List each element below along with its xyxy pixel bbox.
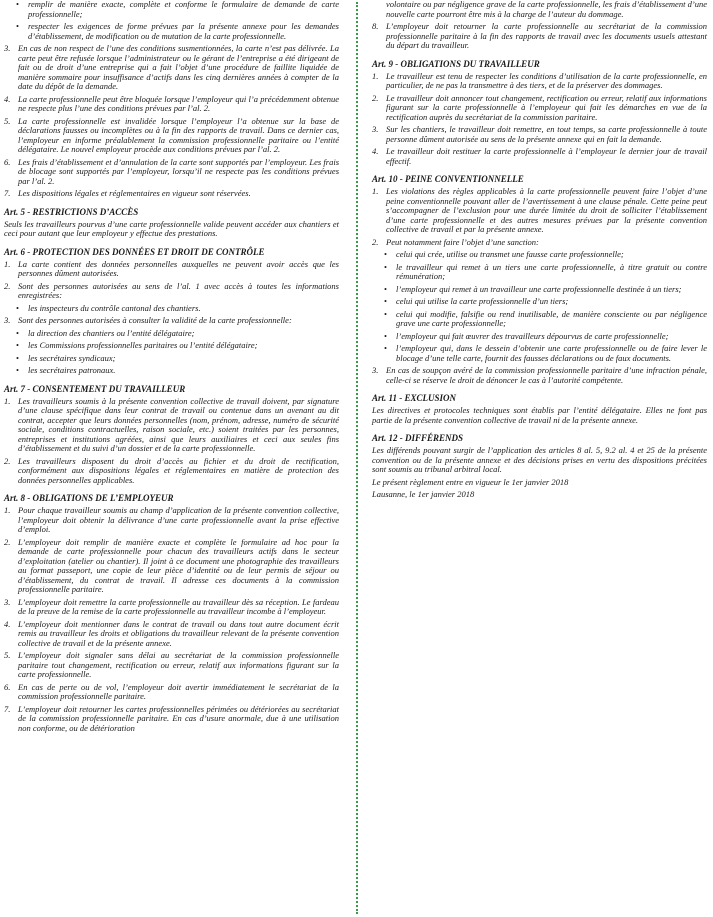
bullet-icon: • bbox=[16, 340, 19, 350]
art6-heading: Art. 6 - PROTECTION DES DONNÉES ET DROIT DE CONTRÔLE bbox=[4, 246, 265, 257]
list-item: 1. Les violations des règles applicables à la carte professionnelle peuvent faire l’objet d’une peine conventionnelle pouvant aller de l’avertissement à une clause pénale. Cette peine peut s’accompagner de l’exclusion pour une durée limitée du droit de solliciter l’établissement d’une carte professionnelle et des autres mesures prévues par la présente convention collective de travail et par la présente annexe. bbox=[372, 186, 707, 234]
art12-text: Les différends pouvant surgir de l’application des articles 8 al. 5, 9.2 al. 4 et 25 de la présente convention ou de la présente annexe et des décisions prises en vertu des dispositions précitées sont soumis au tribunal arbitral local. bbox=[372, 445, 707, 474]
art11-heading: Art. 11 - EXCLUSION bbox=[372, 393, 457, 403]
list-item: 1. Le travailleur est tenu de respecter les conditions d’utilisation de la carte professionnelle, en particulier, de ne pas la transmettre à des tiers, et de la préserver des dommages. bbox=[372, 70, 707, 90]
art12-heading: Art. 12 - DIFFÉRENDS bbox=[372, 433, 464, 443]
top-bullet-list bbox=[4, 0, 339, 41]
right-column bbox=[372, 0, 707, 503]
art10-heading: Art. 10 - PEINE CONVENTIONNELLE bbox=[372, 174, 524, 184]
list-item: • les inspecteurs du contrôle cantonal des chantiers. bbox=[16, 302, 201, 313]
art5-heading: Art. 5 - RESTRICTIONS D’ACCÈS bbox=[4, 206, 139, 217]
list-item: 3. Sur les chantiers, le travailleur doit remettre, en tout temps, sa carte professionnelle à toute personne dûment autorisée au sens de la présente annexe qui en fait la demande. bbox=[372, 124, 707, 144]
bullet-icon: • bbox=[16, 365, 19, 375]
list-item: • les Commissions professionnelles paritaires ou l’entité délégataire; bbox=[16, 340, 258, 350]
bullet-icon: • bbox=[16, 0, 19, 9]
bullet-icon: • bbox=[16, 352, 19, 363]
list-item: 3. En cas de soupçon avéré de la commission professionnelle paritaire d’une infraction pénale, celle-ci se réserve le droit de dénoncer le cas à l’autorité compétente. bbox=[372, 365, 707, 385]
bullet-icon: • bbox=[384, 261, 387, 272]
list-item: 4. La carte professionnelle peut être bloquée lorsque l’employeur qui l’a précédemment obtenue ne respecte plus l’une des conditions prévues par l’al. 2. bbox=[4, 93, 339, 113]
list-item: 2. Le travailleur doit annoncer tout changement, rectification ou erreur, relatif aux informations figurant sur la carte professionnelle à l’employeur qui fait les démarches en vue de la rectification auprès du secrétariat de la commission paritaire. bbox=[372, 92, 707, 122]
left-column bbox=[4, 0, 339, 736]
entry-into-force: Le présent règlement entre en vigueur le 1er janvier 2018 bbox=[372, 476, 569, 487]
list-item: 7. L’employeur doit retourner les cartes professionnelles périmées ou détériorées au secrétariat de la commission professionnelle paritaire. En cas d’usure anormale, due à une utilisation non conforme, ou de détérioration bbox=[4, 703, 339, 733]
column-divider bbox=[356, 2, 358, 914]
list-item: 2. Sont des personnes autorisées au sens de l’al. 1 avec accès à toutes les informations enregistrées: bbox=[4, 280, 339, 300]
list-item: 4. Le travailleur doit restituer la carte professionnelle à l’employeur le dernier jour de travail effectif. bbox=[372, 146, 707, 166]
bullet-icon: • bbox=[384, 283, 387, 294]
list-item: 5. L’employeur doit signaler sans délai au secrétariat de la commission professionnelle paritaire tout changement, rectification ou erreur, relatif aux informations figurant sur la carte professionnelle. bbox=[4, 650, 339, 679]
bullet-icon: • bbox=[384, 296, 387, 306]
list-item: • la direction des chantiers ou l’entité délégataire; bbox=[16, 327, 195, 338]
art4-list bbox=[4, 44, 339, 199]
list-item: 7. Les dispositions légales et réglementaires en vigueur sont réservées. bbox=[4, 188, 251, 198]
bullet-icon: • bbox=[16, 327, 19, 338]
art5-text: Seuls les travailleurs pourvus d’une carte professionnelle valide peuvent accéder aux chantiers et ceci pour autant que leur employeur y effectue des prestations. bbox=[4, 218, 339, 238]
list-item: 6. Les frais d’établissement et d’annulation de la carte sont supportés par l’employeur. Les frais de blocage sont supportés par l’employeur, lorsqu’il ne respecte pas les conditions prévues par l’al. 2. bbox=[4, 156, 339, 186]
list-item: • le travailleur qui remet à un tiers une carte professionnelle, à titre gratuit ou contre rémunération; bbox=[384, 261, 707, 281]
list-item: 2. L’employeur doit remplir de manière exacte et complète le formulaire ad hoc pour la demande de carte professionnelle pour chacun des travailleurs actifs dans le secteur d’exploitation (atelier ou chantier). Il joint à ce document une photographie des travailleurs au format passeport, une copie de leur pièce d’identité ou de leur permis de séjour ou d’établissement, du contrat de travail. Il adresse ces documents à la commission professionnelle paritaire. bbox=[4, 536, 339, 594]
list-item: 3. En cas de non respect de l’une des conditions susmentionnées, la carte n’est pas délivrée. La carte peut être refusée lorsque l’administrateur ou le gérant de l’entreprise a été dirigeant de fait ou de droit d’une entreprise qui a fait l’objet d’une procédure de faillite liquidée de manière sommaire pour insuffisance d’actifs dans les cinq dernières années à compter de la date du dépôt de la demande. bbox=[4, 43, 339, 91]
list-item: • celui qui utilise la carte professionnelle d’un tiers; bbox=[384, 296, 569, 306]
list-item: 5. La carte professionnelle est invalidée lorsque l’employeur l’a obtenue sur la base de déclarations fausses ou incomplètes ou à la fin des rapports de travail. Dans ce dernier cas, l’employeur en informe préalablement la commission professionnelle paritaire ou l’entité délégataire. Le nouvel employeur procède aux conditions prévues par l’al. 2. bbox=[4, 115, 339, 154]
art8-heading: Art. 8 - OBLIGATIONS DE L’EMPLOYEUR bbox=[4, 493, 174, 503]
list-item: • celui qui modifie, falsifie ou rend inutilisable, de manière consciente ou par négligence grave une carte professionnelle; bbox=[384, 308, 707, 328]
list-item: • les secrétaires syndicaux; bbox=[16, 352, 116, 363]
bullet-icon: • bbox=[384, 330, 387, 341]
bullet-icon: • bbox=[384, 308, 387, 319]
art7-heading: Art. 7 - CONSENTEMENT DU TRAVAILLEUR bbox=[4, 383, 186, 394]
list-item: 6. En cas de perte ou de vol, l’employeur doit avertir immédiatement le secrétariat de la commission professionnelle paritaire. bbox=[4, 681, 339, 701]
art11-text: Les directives et protocoles techniques sont établis par l’entité délégataire. Elles ne font pas partie de la présente convention collective de travail ni de la présente annexe. bbox=[372, 405, 707, 425]
list-item: • l’employeur qui fait œuvrer des travailleurs dépourvus de carte professionnelle; bbox=[384, 330, 669, 341]
list-item: • remplir de manière exacte, complète et conforme le formulaire de demande de carte professionnelle; bbox=[16, 0, 339, 19]
bullet-icon: • bbox=[16, 302, 19, 313]
art8-list bbox=[4, 506, 339, 733]
list-item: 1. La carte contient des données personnelles auxquelles ne peuvent avoir accès que les personnes dûment autorisées. bbox=[4, 258, 339, 278]
list-item: • celui qui crée, utilise ou transmet une fausse carte professionnelle; bbox=[384, 249, 624, 259]
list-item: 2. Les travailleurs disposent du droit d’accès au fichier et du droit de rectification, conformément aux dispositions légales et réglementaires en matière de protection des données personnelles applicables. bbox=[4, 455, 339, 485]
bullet-icon: • bbox=[384, 249, 387, 259]
art7-list bbox=[4, 397, 339, 486]
list-item: 1. Pour chaque travailleur soumis au champ d’application de la présente convention collective, l’employeur doit obtenir la délivrance d’une carte professionnelle avant la prise effective d’emploi. bbox=[4, 505, 339, 534]
art9-list bbox=[372, 72, 707, 167]
list-item: • les secrétaires patronaux. bbox=[16, 365, 116, 375]
place-date: Lausanne, le 1er janvier 2018 bbox=[372, 489, 475, 499]
list-item: 1. Les travailleurs soumis à la présente convention collective de travail doivent, par signature d’une clause spécifique dans leur contrat de travail ou contenue dans un avenant au dit contrat, accepter que leurs données personnelles (nom, prénom, adresse, numéro de sécurité sociale, conditions contractuelles, raison sociale, etc.) soient traitées par les personnes, entreprises et institutions agréées, ainsi que leurs auxiliaires et ceci aux seules fins d’établissement et du suivi d’un dossier et de la carte professionnelle. bbox=[4, 395, 339, 453]
list-item: 8. L’employeur doit retourner la carte professionnelle au secrétariat de la commission professionnelle paritaire à la fin des rapports de travail avec les documents usuels attestant du départ du travailleur. bbox=[372, 21, 707, 50]
continued-text: volontaire ou par négligence grave de la carte professionnelle, les frais d’établissement d’une nouvelle carte pourront être mis à la charge de l’auteur du dommage. bbox=[386, 0, 707, 19]
list-item: • respecter les exigences de forme prévues par la présente annexe pour les demandes d’établissement, de modification ou de mutation de la carte professionnelle. bbox=[16, 21, 339, 41]
list-item: 2. Peut notamment faire l’objet d’une sanction: bbox=[372, 236, 539, 247]
list-item: • l’employeur qui, dans le dessein d’obtenir une carte professionnelle ou de faire lever le blocage d’une telle carte, fournit des fausses déclarations ou de faux documents. bbox=[384, 343, 707, 363]
bullet-icon: • bbox=[384, 343, 387, 353]
list-item: 4. L’employeur doit mentionner dans le contrat de travail ou dans tout autre document écrit remis au travailleur les droits et obligations du travailleur relevant de la présente convention collective de travail et de la présente annexe. bbox=[4, 618, 339, 648]
list-item: 3. L’employeur doit remettre la carte professionnelle au travailleur dès sa réception. Le fardeau de la preuve de la remise de la carte professionnelle au travailleur incombe à l’employeur. bbox=[4, 596, 339, 616]
bullet-icon: • bbox=[16, 21, 19, 31]
art10-list bbox=[372, 187, 707, 385]
art9-heading: Art. 9 - OBLIGATIONS DU TRAVAILLEUR bbox=[372, 58, 540, 69]
list-item: 3. Sont des personnes autorisées à consulter la validité de la carte professionnelle: bbox=[4, 315, 292, 325]
list-item: • l’employeur qui remet à un travailleur une carte professionnelle destinée à un tiers; bbox=[384, 283, 682, 294]
art6-list bbox=[4, 260, 339, 376]
